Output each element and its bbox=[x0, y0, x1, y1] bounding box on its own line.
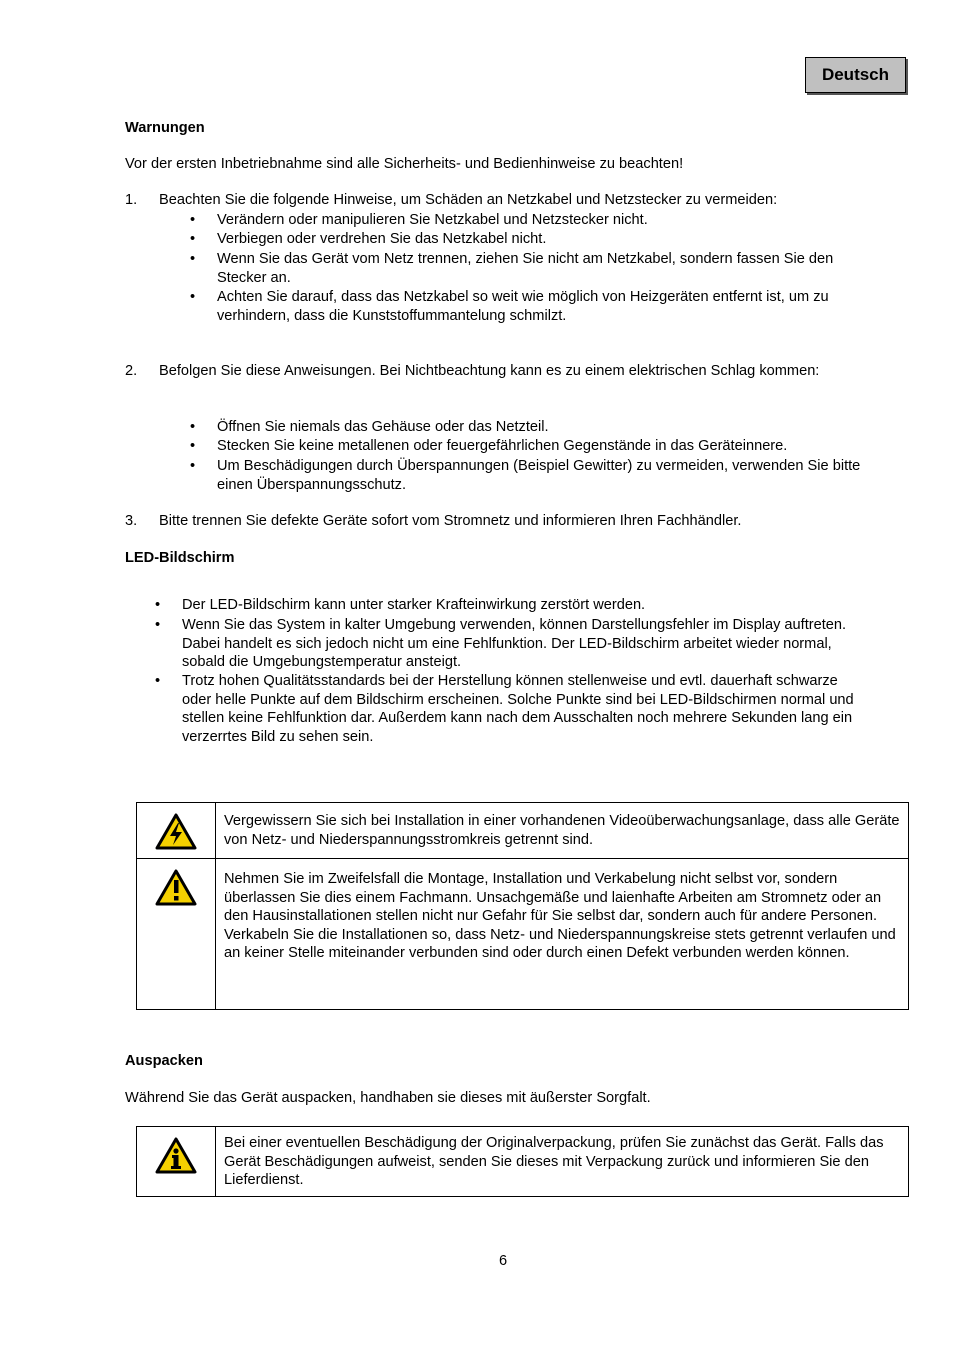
bullet-icon: • bbox=[155, 617, 161, 633]
bullet-text: Wenn Sie das System in kalter Umgebung verwenden, können Darstellungsfehler im Display auftreten. Dabei handelt es sich jedoch nicht um eine Fehlfunktion. Der LED-Bildschirm arbeitet wieder normal, sobald die Umgebungstemperatur ansteigt. bbox=[182, 617, 847, 670]
led-heading: LED-Bildschirm bbox=[125, 550, 235, 566]
warnings-heading: Warnungen bbox=[125, 120, 205, 136]
bullet-text: Verändern oder manipulieren Sie Netzkabel und Netzstecker nicht. bbox=[217, 212, 648, 228]
notice-row bbox=[137, 803, 908, 859]
page-number: 6 bbox=[498, 1253, 508, 1269]
language-tag: Deutsch bbox=[805, 57, 906, 93]
notice-icon-cell bbox=[137, 1127, 216, 1196]
notice-text-cell bbox=[216, 859, 908, 1009]
item-number: 2. bbox=[125, 363, 138, 379]
bullet-text: Wenn Sie das Gerät vom Netz trennen, ziehen Sie nicht am Netzkabel, sondern fassen Sie den Stecker an. bbox=[217, 251, 834, 286]
bullet-text: Verbiegen oder verdrehen Sie das Netzkabel nicht. bbox=[217, 231, 547, 247]
bullet-icon: • bbox=[190, 231, 196, 247]
item-text: Befolgen Sie diese Anweisungen. Bei Nichtbeachtung kann es zu einem elektrischen Schlag kommen: bbox=[159, 363, 820, 379]
notice-text: Vergewissern Sie sich bei Installation in einer vorhandenen Videoüberwachungsanlage, dass alle Geräte von Netz- und Niederspannungsstromkreis getrennt sind. bbox=[224, 813, 900, 848]
item-text: Beachten Sie die folgende Hinweise, um Schäden an Netzkabel und Netzstecker zu vermeiden: bbox=[159, 192, 778, 208]
notice-row bbox=[137, 1127, 908, 1196]
bullet-text: Achten Sie darauf, dass das Netzkabel so weit wie möglich von Heizgeräten entfernt ist, um zu verhindern, dass die Kunststoffummantelung schmilzt. bbox=[217, 289, 829, 324]
bullet-icon: • bbox=[155, 673, 161, 689]
bullet-icon: • bbox=[190, 212, 196, 228]
notice-text-cell bbox=[216, 1127, 908, 1196]
unpacking-intro: Während Sie das Gerät auspacken, handhaben sie dieses mit äußerster Sorgfalt. bbox=[125, 1090, 651, 1106]
notice-row bbox=[137, 859, 908, 1009]
bullet-text: Trotz hohen Qualitätsstandards bei der Herstellung können stellenweise und evtl. dauerhaft schwarze oder helle Punkte auf dem Bildschirm erscheinen. Solche Punkte sind bei LED-Bildschirmen normal und stellen keine Fehlfunktion dar. Außerdem kann nach dem Ausschalten noch mehrere Sekunden lang ein verzerrtes Bild zu sehen sein. bbox=[182, 673, 854, 745]
bullet-text: Stecken Sie keine metallenen oder feuergefährlichen Gegenstände in das Geräteinnere. bbox=[217, 438, 788, 454]
bullet-icon: • bbox=[190, 438, 196, 454]
notice-icon-cell bbox=[137, 803, 216, 858]
safety-notice-table bbox=[136, 802, 909, 1010]
bullet-icon: • bbox=[155, 597, 161, 613]
item-number: 3. bbox=[125, 513, 138, 529]
item-number: 1. bbox=[125, 192, 138, 208]
bullet-icon: • bbox=[190, 289, 196, 305]
warnings-intro: Vor der ersten Inbetriebnahme sind alle Sicherheits- und Bedienhinweise zu beachten! bbox=[125, 156, 684, 172]
unpacking-notice-table bbox=[136, 1126, 909, 1197]
bullet-text: Öffnen Sie niemals das Gehäuse oder das Netzteil. bbox=[217, 419, 549, 435]
bullet-text: Um Beschädigungen durch Überspannungen (Beispiel Gewitter) zu vermeiden, verwenden Sie bitte einen Überspannungsschutz. bbox=[217, 458, 861, 493]
item-text: Bitte trennen Sie defekte Geräte sofort vom Stromnetz und informieren Ihren Fachhändler. bbox=[159, 513, 742, 529]
notice-icon-cell bbox=[137, 859, 216, 1009]
notice-text-cell bbox=[216, 803, 908, 858]
warning-icon bbox=[155, 869, 197, 907]
bullet-icon: • bbox=[190, 419, 196, 435]
bullet-text: Der LED-Bildschirm kann unter starker Krafteinwirkung zerstört werden. bbox=[182, 597, 646, 613]
notice-text: Nehmen Sie im Zweifelsfall die Montage, Installation und Verkabelung nicht selbst vor, sondern überlassen Sie dies einem Fachmann. Unsachgemäße und laienhafte Arbeiten am Stromnetz oder an den Hausinstallationen stellen nicht nur Gefahr für Sie selbst dar, sondern auch für andere Personen. bbox=[224, 871, 882, 924]
electric-hazard-icon bbox=[155, 813, 197, 851]
bullet-icon: • bbox=[190, 251, 196, 267]
unpacking-heading: Auspacken bbox=[125, 1053, 203, 1069]
notice-text: Bei einer eventuellen Beschädigung der Originalverpackung, prüfen Sie zunächst das Gerät. Falls das Gerät Beschädigungen aufweist, senden Sie dieses mit Verpackung zurück und informieren Sie den Lieferdienst. bbox=[224, 1135, 884, 1188]
bullet-icon: • bbox=[190, 458, 196, 474]
info-icon bbox=[155, 1137, 197, 1175]
notice-text: Verkabeln Sie die Installationen so, dass Netz- und Niederspannungskreise stets getrennt verlaufen und an keiner Stelle miteinander verbunden sind oder durch einen Defekt verbunden werden können. bbox=[224, 926, 896, 961]
